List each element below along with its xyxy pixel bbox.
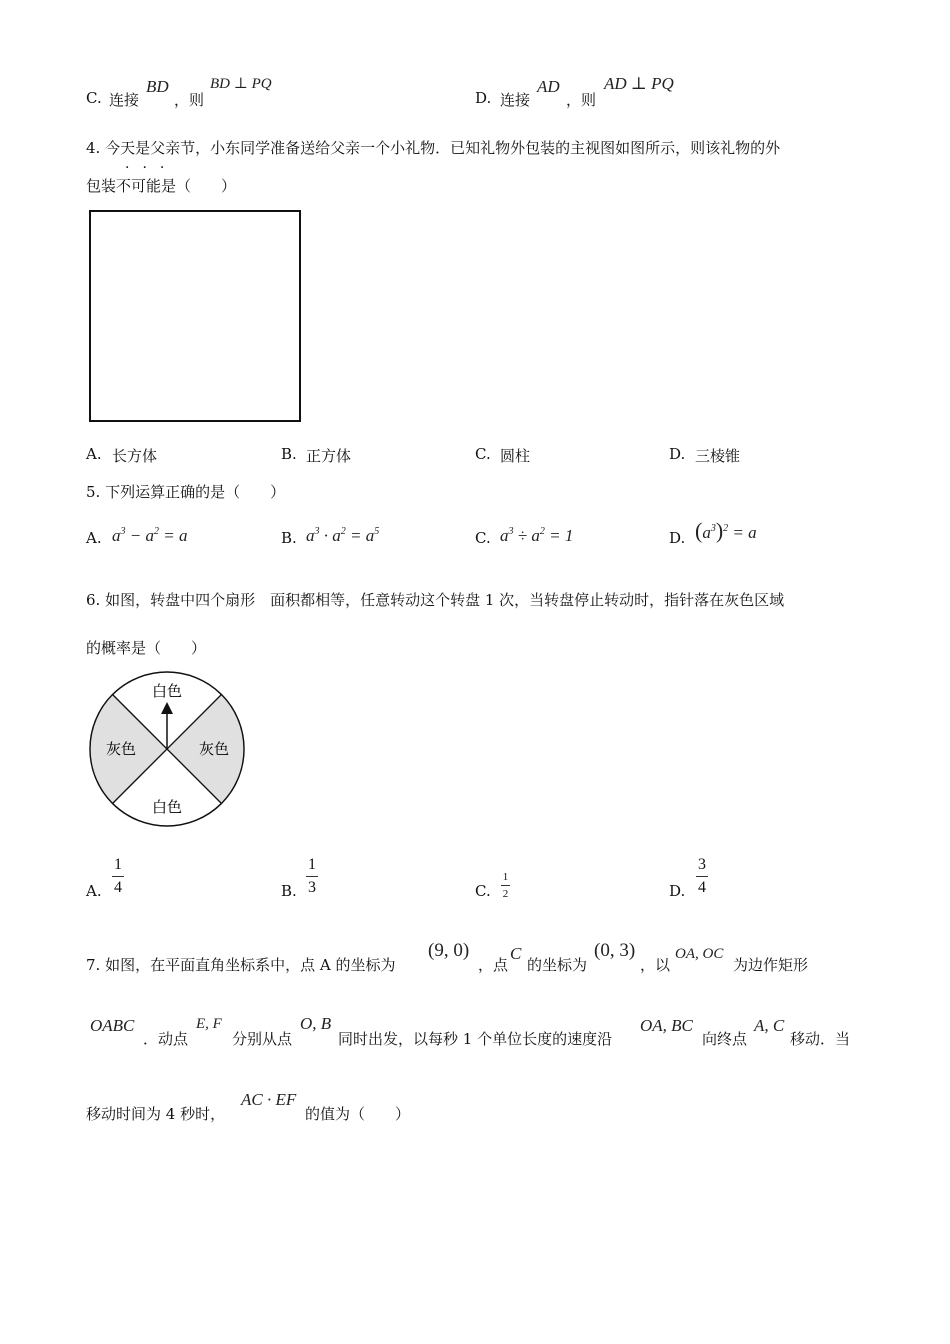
q7-line1-text-i: 为边作矩形 xyxy=(733,956,809,974)
q5-option-b-label: B. xyxy=(281,529,297,547)
q4-option-a-label: A. xyxy=(86,445,102,463)
spinner-label-right: 灰色 xyxy=(198,740,230,758)
q4-option-d-text: 三棱锥 xyxy=(695,447,741,465)
q5-option-a-label: A. xyxy=(86,529,102,547)
q7-end-points: A, C xyxy=(754,1016,785,1035)
q7-start-points: O, B xyxy=(300,1014,332,1033)
q7-line2-text-d: 分别从点 xyxy=(232,1030,293,1048)
q6-option-a-fraction: 1 4 xyxy=(114,856,122,896)
q7-paths: OA, BC xyxy=(640,1016,693,1035)
q6-option-d-label: D. xyxy=(669,882,686,900)
q7-line3-text-c: 的值为（ ） xyxy=(305,1105,411,1123)
q5-option-c-label: C. xyxy=(475,529,491,547)
q4-option-a-text: 长方体 xyxy=(112,447,158,465)
q4-stem-line2: 包装不可能是（ ） xyxy=(86,177,237,195)
q3-option-c-math1: BD xyxy=(146,77,169,96)
q4-emphasis-dots: ··· xyxy=(125,160,178,176)
q7-moving-points: E, F xyxy=(196,1016,222,1032)
q7-point-a-coords: (9, 0) xyxy=(428,940,470,961)
spinner-label-top: 白色 xyxy=(151,682,183,700)
q3-option-c-math2: BD ⊥ PQ xyxy=(210,76,272,92)
q6-spinner-figure xyxy=(88,670,246,828)
spinner-label-left: 灰色 xyxy=(105,740,137,758)
q5-stem: 5. 下列运算正确的是（ ） xyxy=(86,483,286,501)
q4-front-view-square xyxy=(89,210,301,422)
q4-option-c-text: 圆柱 xyxy=(500,447,531,465)
q5-option-d-label: D. xyxy=(669,529,686,547)
q5-option-a-expr: $a^3 - a^2 = a$ xyxy=(112,526,188,545)
q7-line1-text-g: ，以 xyxy=(640,956,671,974)
spinner-label-bottom: 白色 xyxy=(151,798,183,816)
q6-stem-line1: 6. 如图，转盘中四个扇形 面积都相等，任意转动这个转盘 1 次，当转盘停止转动时，指针落在灰色区域 xyxy=(86,591,785,609)
q6-option-b-fraction: 1 3 xyxy=(308,856,316,896)
q7-line1-text-e: 的坐标为 xyxy=(527,956,588,974)
q6-option-d-fraction: 3 4 xyxy=(698,856,706,896)
q7-sides: OA, OC xyxy=(675,946,724,962)
q5-option-d-expr: $(a^3)^2 = a$ xyxy=(695,518,757,543)
q7-line3-text-a: 移动时间为 4 秒时， xyxy=(86,1105,226,1123)
q3-option-d-math1: AD xyxy=(537,77,560,96)
q7-line1-text-a: 7. 如图，在平面直角坐标系中，点 A 的坐标为 xyxy=(86,956,396,974)
q6-option-c-label: C. xyxy=(475,882,491,900)
q7-rectangle-name: OABC xyxy=(90,1016,135,1035)
q3-option-c-text: 连接 xyxy=(109,91,140,109)
q7-dot-product: AC · EF xyxy=(241,1090,297,1109)
q3-option-d-label: D. xyxy=(475,89,492,107)
q4-option-c-label: C. xyxy=(475,445,491,463)
q4-option-b-text: 正方体 xyxy=(306,447,352,465)
q3-option-d-math2: AD ⊥ PQ xyxy=(604,74,674,93)
q5-option-c-expr: $a^3 \div a^2 = 1$ xyxy=(500,526,574,545)
q6-option-a-label: A. xyxy=(86,882,102,900)
q6-stem-line2: 的概率是（ ） xyxy=(86,639,207,657)
q3-option-d-text: 连接 xyxy=(500,91,531,109)
q4-stem-line1: 4. 今天是父亲节，小东同学准备送给父亲一个小礼物．已知礼物外包装的主视图如图所示，则该礼物的外 xyxy=(86,139,781,157)
q7-line2-text-f: 同时出发，以每秒 1 个单位长度的速度沿 xyxy=(338,1030,613,1048)
q3-option-d-then: ，则 xyxy=(566,91,597,109)
q7-line1-text-c: ，点 xyxy=(478,956,509,974)
q7-line2-text-b: ．动点 xyxy=(143,1030,189,1048)
q6-option-b-label: B. xyxy=(281,882,297,900)
q7-point-c: C xyxy=(510,944,522,963)
q6-option-c-fraction: 1 2 xyxy=(502,871,509,900)
q7-line2-text-h: 向终点 xyxy=(702,1030,748,1048)
q7-line2-text-j: 移动．当 xyxy=(790,1030,851,1048)
q3-option-c-label: C. xyxy=(86,89,102,107)
q3-option-c-then: ，则 xyxy=(174,91,205,109)
q4-option-d-label: D. xyxy=(669,445,686,463)
q5-option-b-expr: $a^3 \cdot a^2 = a^5$ xyxy=(306,526,380,545)
q7-point-c-coords: (0, 3) xyxy=(594,940,636,961)
q4-option-b-label: B. xyxy=(281,445,297,463)
